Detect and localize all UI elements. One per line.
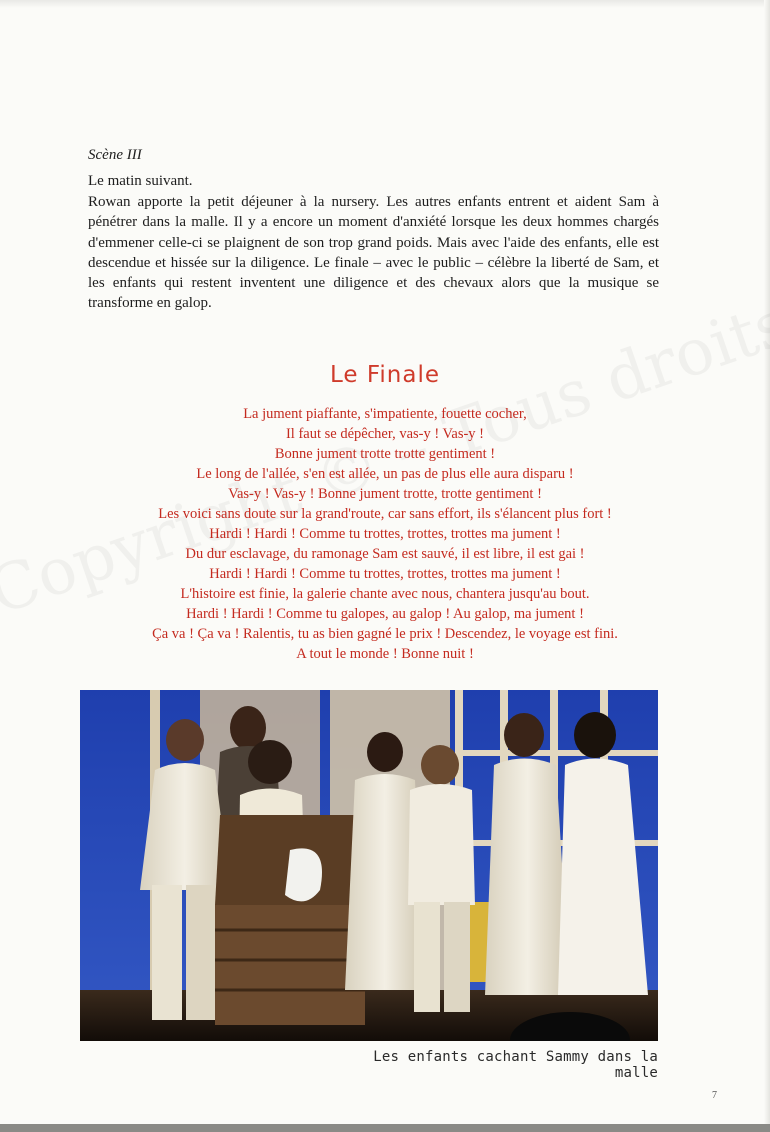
lyric-line: Ça va ! Ça va ! Ralentis, tu as bien gagné le prix ! Descendez, le voyage est fini. — [152, 626, 618, 642]
page-number: 7 — [712, 1090, 717, 1101]
scene-synopsis: Rowan apporte la petit déjeuner à la nursery. Les autres enfants entrent et aident Sam à pénétrer dans la malle. Il y a encore un moment d'anxiété lorsque les deux hommes chargés d'emmener celle-ci se plaignent de son trop grand poids. Mais avec l'aide des enfants, elle est descendue et hissée sur la diligence. Le finale – avec le public – célèbre la liberté de Sam, et les enfants qui restent inventent une diligence et des chevaux alors que la musique se transforme en galop. — [88, 194, 659, 312]
finale-lyrics — [60, 404, 710, 664]
scene-intro: Le matin suivant. — [88, 173, 193, 189]
lyric-line: Hardi ! Hardi ! Comme tu galopes, au galop ! Au galop, ma jument ! — [186, 606, 584, 622]
lyric-line: Du dur esclavage, du ramonage Sam est sauvé, il est libre, il est gai ! — [185, 546, 585, 562]
lyric-line: Hardi ! Hardi ! Comme tu trottes, trottes, trottes ma jument ! — [209, 566, 561, 582]
lyric-line: Hardi ! Hardi ! Comme tu trottes, trottes, trottes ma jument ! — [209, 526, 561, 542]
lyric-line: Bonne jument trotte trotte gentiment ! — [274, 446, 496, 462]
finale-title: Le Finale — [329, 362, 441, 388]
page-edge-top — [0, 0, 770, 8]
lyric-line: Il faut se dépêcher, vas-y ! Vas-y ! — [285, 426, 485, 442]
lyric-line: L'histoire est finie, la galerie chante avec nous, chantera jusqu'au bout. — [180, 586, 590, 602]
lyric-line: A tout le monde ! Bonne nuit ! — [296, 646, 474, 662]
lyric-line: Vas-y ! Vas-y ! Bonne jument trotte, trotte gentiment ! — [228, 486, 542, 502]
photo-caption: Les enfants cachant Sammy dans la malle — [373, 1049, 658, 1081]
page-edge-right — [764, 0, 770, 1124]
lyric-line: Les voici sans doute sur la grand'route, car sans effort, ils s'élancent plus fort ! — [158, 506, 612, 522]
page-edge-bottom — [0, 1124, 770, 1132]
lyric-line: Le long de l'allée, s'en est allée, un pas de plus elle aura disparu ! — [196, 466, 574, 482]
scene-heading: Scène III — [88, 147, 142, 163]
stage-photo — [80, 690, 658, 1041]
lyric-line: La jument piaffante, s'impatiente, fouette cocher, — [243, 406, 527, 422]
